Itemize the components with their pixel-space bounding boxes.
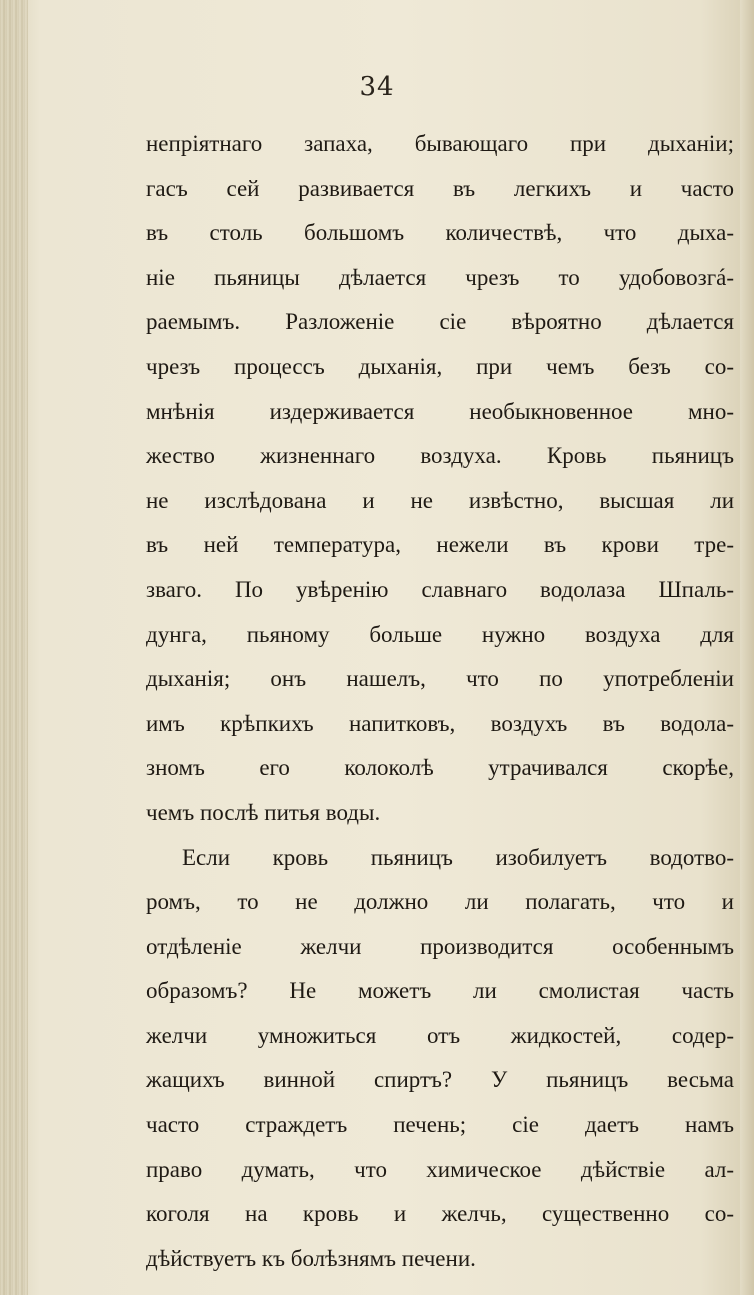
- text-line: образомъ? Не можетъ ли смолистая часть: [146, 978, 734, 1004]
- text-line: жество жизненнаго воздуха. Кровь пьяницъ: [146, 443, 734, 469]
- text-line: дыханія; онъ нашелъ, что по употребленіи: [146, 666, 734, 692]
- text-line: ромъ, то не должно ли полагать, что и: [146, 889, 734, 915]
- text-line: дѣйствуетъ къ болѣзнямъ печени.: [146, 1245, 476, 1271]
- text-line: чемъ послѣ питья воды.: [146, 799, 381, 825]
- text-line: не изслѣдована и не извѣстно, высшая ли: [146, 487, 734, 513]
- text-line: дунга, пьяному больше нужно воздуха для: [146, 621, 734, 647]
- page-number: 34: [359, 72, 395, 102]
- text-line: желчи умножиться отъ жидкостей, содер-: [146, 1022, 734, 1048]
- page-right-edge: [740, 0, 754, 1295]
- text-line: мнѣнія издерживается необыкновенное мно-: [146, 398, 734, 424]
- text-line: коголя на кровь и желчь, существенно со-: [146, 1201, 734, 1227]
- text-line: въ столь большомъ количествѣ, что дыха-: [146, 220, 734, 246]
- body-text: [146, 122, 734, 1281]
- text-line: ніе пьяницы дѣлается чрезъ то удобовозгá-: [146, 264, 734, 290]
- text-line: гасъ сей развивается въ легкихъ и часто: [146, 175, 734, 201]
- text-line: непріятнаго запаха, бывающаго при дыханіи;: [146, 131, 734, 156]
- text-line: отдѣленіе желчи производится особеннымъ: [146, 933, 734, 959]
- text-line: чрезъ процессъ дыханія, при чемъ безъ со-: [146, 353, 734, 379]
- text-line: часто страждетъ печень; сіе даетъ намъ: [146, 1112, 734, 1138]
- text-line: зномъ его колоколѣ утрачивался скорѣе,: [146, 755, 734, 781]
- text-line: въ ней температура, нежели въ крови тре-: [146, 532, 734, 558]
- text-line: право думать, что химическое дѣйствіе ал-: [146, 1156, 734, 1182]
- page-binding-edge: [0, 0, 28, 1295]
- paragraph-first-line: Если кровь пьяницъ изобилуетъ водотво-: [182, 844, 734, 870]
- text-line: зваго. По увѣренію славнаго водолаза Шпаль-: [146, 576, 734, 602]
- text-line: имъ крѣпкихъ напитковъ, воздухъ въ водола-: [146, 710, 734, 736]
- text-line: раемымъ. Разложеніе сіе вѣроятно дѣлается: [146, 309, 734, 335]
- text-line: жащихъ винной спиртъ? У пьяницъ весьма: [146, 1067, 734, 1093]
